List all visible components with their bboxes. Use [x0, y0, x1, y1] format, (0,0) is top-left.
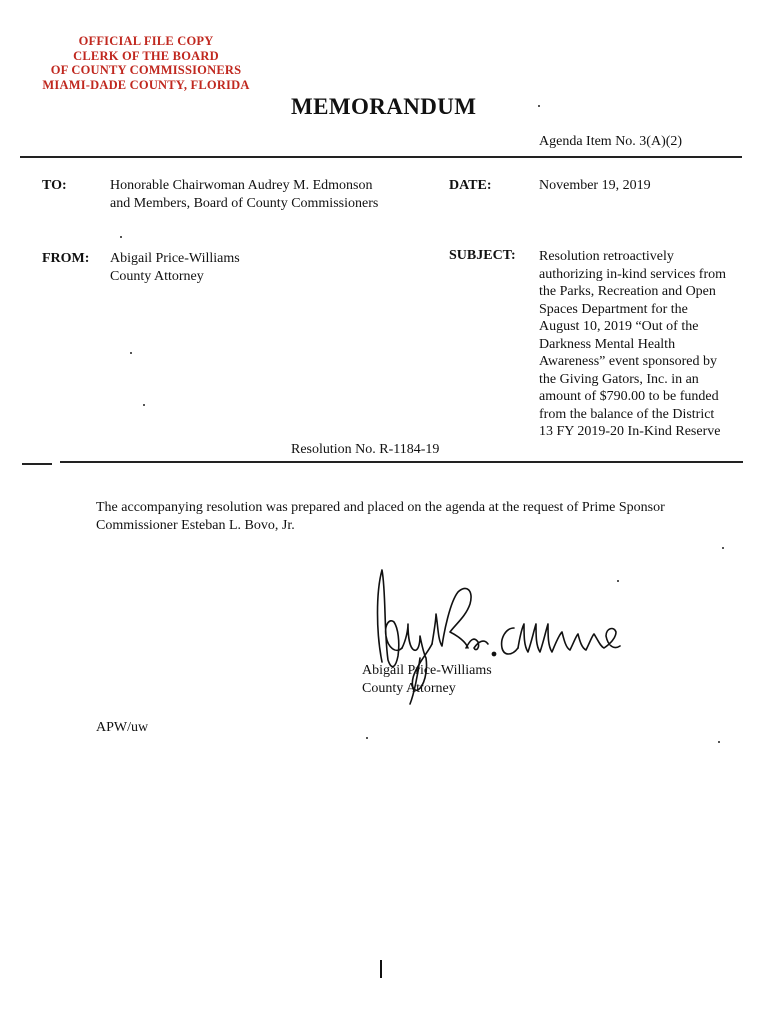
- scan-speck: [722, 547, 724, 549]
- body-line: The accompanying resolution was prepared and placed on the agenda at the request of Prime Sponsor: [96, 500, 665, 515]
- scan-speck: [366, 737, 368, 739]
- from-line: County Attorney: [110, 268, 204, 284]
- typist-initials: APW/uw: [96, 720, 149, 735]
- subject-line: Darkness Mental Health: [539, 336, 676, 352]
- section-divider: [60, 461, 743, 463]
- memorandum-title: MEMORANDUM: [291, 94, 477, 119]
- subject-line: authorizing in-kind services from: [539, 266, 727, 282]
- subject-line: Resolution retroactively: [539, 249, 674, 264]
- to-line: and Members, Board of County Commissioners: [110, 195, 379, 211]
- scan-speck: [617, 580, 619, 582]
- subject-line: the Giving Gators, Inc. in an: [539, 371, 699, 387]
- from-label: FROM:: [42, 251, 90, 266]
- subject-line: the Parks, Recreation and Open: [539, 284, 716, 299]
- subject-text: [539, 248, 726, 441]
- to-recipient: [110, 177, 378, 212]
- page-marker: [380, 960, 382, 978]
- section-divider-short: [22, 463, 52, 465]
- scan-speck: [143, 404, 145, 406]
- subject-line: Awareness” event sponsored by: [539, 354, 717, 369]
- to-line: Honorable Chairwoman Audrey M. Edmonson: [110, 178, 373, 193]
- memo-body: [96, 499, 665, 535]
- subject-line: from the balance of the District: [539, 406, 715, 422]
- from-sender: [110, 250, 240, 285]
- stamp-line: OF COUNTY COMMISSIONERS: [50, 63, 242, 77]
- scan-speck: [718, 741, 720, 743]
- subject-line: August 10, 2019 “Out of the: [539, 319, 699, 334]
- agenda-item-number: Agenda Item No. 3(A)(2): [539, 134, 683, 149]
- from-line: Abigail Price-Williams: [110, 251, 240, 266]
- signatory-name: Abigail Price-Williams: [362, 663, 492, 678]
- stamp-line: CLERK OF THE BOARD: [73, 48, 219, 63]
- to-label: TO:: [42, 178, 67, 193]
- stamp-line: OFFICIAL FILE COPY: [78, 34, 214, 48]
- date-value: November 19, 2019: [539, 178, 651, 193]
- subject-label: SUBJECT:: [449, 248, 516, 263]
- stamp-line: MIAMI-DADE COUNTY, FLORIDA: [42, 77, 250, 92]
- subject-line: Spaces Department for the: [539, 301, 688, 317]
- signature-block: [362, 662, 492, 698]
- body-line: Commissioner Esteban L. Bovo, Jr.: [96, 518, 295, 533]
- scan-speck: [130, 352, 132, 354]
- scan-speck: [120, 236, 122, 238]
- subject-line: 13 FY 2019-20 In-Kind Reserve: [539, 424, 721, 439]
- date-label: DATE:: [449, 178, 492, 193]
- signatory-title: County Attorney: [362, 681, 456, 696]
- header-divider: [20, 156, 742, 158]
- scan-speck: [538, 105, 540, 107]
- subject-line: amount of $790.00 to be funded: [539, 389, 719, 404]
- official-file-copy-stamp: [28, 34, 264, 92]
- resolution-number: Resolution No. R-1184-19: [291, 442, 440, 457]
